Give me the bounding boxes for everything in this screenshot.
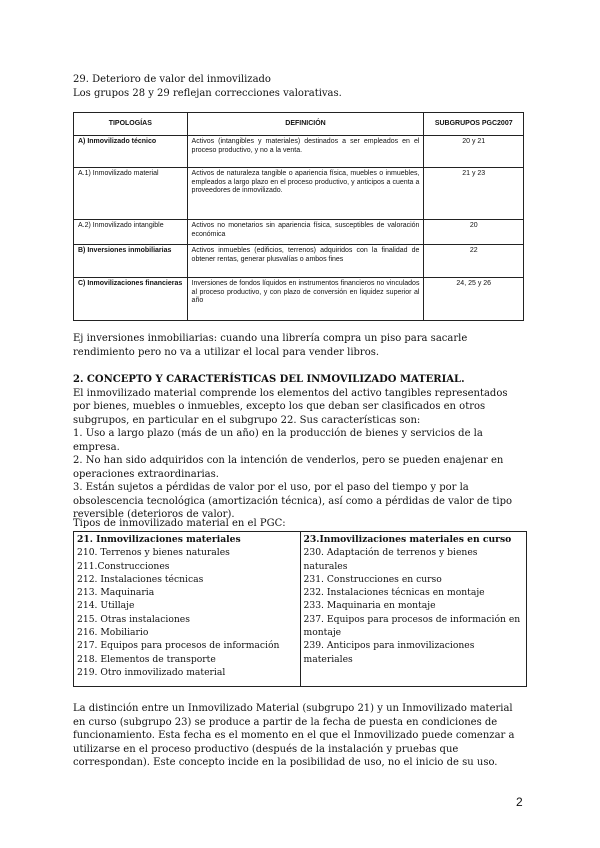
section-2-title: 2. CONCEPTO Y CARACTERÍSTICAS DEL INMOVILIZADO MATERIAL. [73,374,465,385]
list-item: 213. Maquinaria [77,587,155,599]
table-row [74,245,524,278]
def-cell: Activos de naturaleza tangible o apariencia física, muebles o inmuebles, empleados a largo plazo en el proceso productivo, y anticipos a cuenta a proveedores de inmovilizado. [187,168,424,220]
table-row [74,168,524,220]
list-item: 218. Elementos de transporte [77,653,216,665]
tipo-cell: A.1) Inmovilizado material [74,168,188,220]
sub-cell: 24, 25 y 26 [424,278,524,321]
characteristic-1: 1. Uso a largo plazo (más de un año) en la producción de bienes y servicios de la empresa. [73,428,483,453]
sub-cell: 21 y 23 [424,168,524,220]
sub-cell: 20 [424,220,524,245]
def-cell: Activos (intangibles y materiales) destinados a ser empleados en el proceso productivo, y no a la venta. [187,136,424,168]
list-item: 237. Equipos para procesos de información en montaje [303,613,521,639]
closing-paragraph: La distinción entre un Inmovilizado Material (subgrupo 21) y un Inmovilizado material en curso (subgrupo 23) se produce a partir de la fecha de puesta en condiciones de funcionamiento. Esta fecha es el momento en el que el Inmovilizado puede comenzar a utilizarse en el proceso productivo (después de la instalación y pruebas que correspondan). Este concepto incide en la posibilidad de uso, no el inicio de su uso. [73,703,515,768]
list-item: 232. Instalaciones técnicas en montaje [303,587,485,599]
def-cell: Inversiones de fondos líquidos en instrumentos financieros no vinculados al proceso productivo, y con plazo de conversión en liquidez superior al año [187,278,424,321]
table-row [74,220,524,245]
list-item: 212. Instalaciones técnicas [77,573,204,585]
list-item: 231. Construcciones en curso [303,573,442,585]
intro-block [73,73,533,100]
def-cell: Activos inmuebles (edificios, terrenos) adquiridos con la finalidad de obtener rentas, generar plusvalías o ambos fines [187,245,424,278]
def-cell: Activos no monetarios sin apariencia física, susceptibles de valoración económica [187,220,424,245]
left-column [74,532,301,687]
sub-cell: 22 [424,245,524,278]
characteristic-2: 2. No han sido adquiridos con la intención de venderlos, pero se pueden enajenar en operaciones extraordinarias. [73,455,504,480]
list-item: 230. Adaptación de terrenos y bienes naturales [303,547,478,572]
header-subgrupos: SUBGRUPOS PGC2007 [424,113,524,136]
table-header-row [74,113,524,136]
section-2 [73,373,527,522]
tipo-cell: A) Inmovilizado técnico [74,136,188,168]
intro-line-2: Los grupos 28 y 29 reflejan correcciones valorativas. [73,87,342,99]
list-item: 214. Utillaje [77,600,135,612]
characteristic-3: 3. Están sujetos a pérdidas de valor por el uso, por el paso del tiempo y por la obsolescencia tecnológica (amortización técnica), así como a pérdidas de valor de tipo reversible (deterioros de valor). [73,482,513,520]
right-column [300,532,527,687]
list-item: 233. Maquinaria en montaje [303,600,436,612]
sub-cell: 20 y 21 [424,136,524,168]
right-column-title: 23.Inmovilizaciones materiales en curso [303,534,512,545]
left-column-title: 21. Inmovilizaciones materiales [77,534,241,545]
list-item: 219. Otro inmovilizado material [77,666,226,678]
section-2-body: El inmovilizado material comprende los elementos del activo tangibles representados por bienes, muebles o inmuebles, excepto los que deban ser clasificados en otros subgrupos, en particular en el subgrupo 22. Sus características son: [73,387,508,426]
page-number: 2 [516,795,523,809]
table-row [74,532,527,687]
list-item: 215. Otras instalaciones [77,613,190,625]
tipologias-table [73,112,524,321]
list-item: 217. Equipos para procesos de información [77,640,280,652]
example-paragraph: Ej inversiones inmobiliarias: cuando una librería compra un piso para sacarle rendimiento pero no va a utilizar el local para vender libros. [73,333,468,358]
list-item: 216. Mobiliario [77,627,149,639]
tipo-cell: C) Inmovilizaciones financieras [74,278,188,321]
table-row [74,278,524,321]
pgc-types-table [73,531,527,687]
header-definicion: DEFINICIÓN [187,113,424,136]
header-tipologias: TIPOLOGÍAS [74,113,188,136]
types-label: Tipos de inmovilizado material en el PGC: [73,518,286,529]
list-item: 239. Anticipos para inmovilizaciones materiales [303,640,475,665]
list-item: 210. Terrenos y bienes naturales [77,547,230,559]
intro-line-1: 29. Deterioro de valor del inmovilizado [73,74,271,85]
list-item: 211.Construcciones [77,560,170,572]
table-row [74,136,524,168]
tipo-cell: A.2) Inmovilizado intangible [74,220,188,245]
tipo-cell: B) Inversiones inmobiliarias [74,245,188,278]
